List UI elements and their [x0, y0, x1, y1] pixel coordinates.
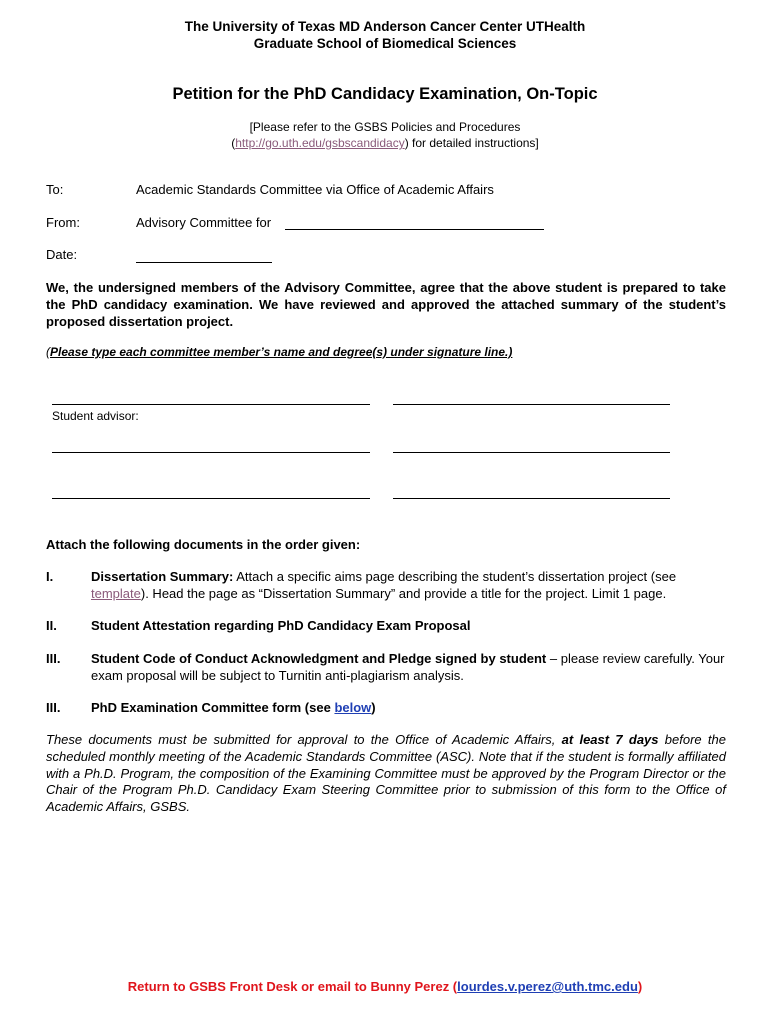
- school-name: Graduate School of Biomedical Sciences: [253, 36, 517, 51]
- agreement-paragraph: We, the undersigned members of the Advisory Committee, agree that the above student is prepared to take the PhD candidacy examination. We have reviewed and approved the attached summary of the student’s proposed dissertation project.: [46, 280, 726, 329]
- student-advisor-label: Student advisor:: [52, 409, 139, 423]
- student-name-field[interactable]: [285, 229, 544, 230]
- refer-open-paren: (: [231, 136, 236, 150]
- candidacy-policy-link[interactable]: http://go.uth.edu/gsbscandidacy: [235, 136, 405, 150]
- item-committee-form: [91, 700, 731, 717]
- item-text-2: ). Head the page as “Dissertation Summary” and provide a title for the project. Limit 1 page.: [140, 585, 667, 601]
- from-label: From:: [46, 215, 80, 230]
- date-field[interactable]: [136, 262, 272, 263]
- attach-heading: Attach the following documents in the order given:: [46, 537, 361, 552]
- to-value: Academic Standards Committee via Office of Academic Affairs: [136, 182, 494, 197]
- signature-line-member-6[interactable]: [393, 498, 670, 499]
- refer-line-2: [0, 136, 770, 150]
- item-text: Attach a specific aims page describing the student’s dissertation project (see: [233, 569, 677, 584]
- submission-note: [46, 732, 726, 816]
- note-part-2: before the scheduled monthly meeting of the Academic Standards Committee (ASC). Note that if the student is formally affiliated with a Ph.D. Program, the composition of the Examining Committee must be approved by the Program Director or the Chair of the Program Ph.D. Candidacy Exam Steering Committee prior to submission of this form to the Office of Academic Affairs, GSBS.: [46, 732, 727, 815]
- signature-line-member-5[interactable]: [52, 498, 370, 499]
- instruction-text: Please type each committee member’s name and degree(s) under signature line.): [50, 345, 513, 359]
- signature-line-advisor[interactable]: [52, 404, 370, 405]
- template-link[interactable]: template: [91, 585, 141, 601]
- note-part-1: These documents must be submitted for approval to the Office of Academic Affairs,: [46, 732, 562, 747]
- item-code-of-conduct: [91, 651, 731, 685]
- item-number: III.: [46, 651, 61, 666]
- item-student-attestation: Student Attestation regarding PhD Candidacy Exam Proposal: [91, 618, 471, 633]
- refer-after-link: ) for detailed instructions]: [404, 136, 539, 150]
- below-link[interactable]: below: [334, 700, 372, 715]
- return-instructions: [0, 979, 770, 994]
- return-close: ): [637, 979, 643, 994]
- from-value: Advisory Committee for: [136, 215, 272, 230]
- signature-line-member-2[interactable]: [393, 404, 670, 405]
- institution-name: The University of Texas MD Anderson Cancer Center UTHealth: [184, 19, 586, 34]
- signature-line-member-3[interactable]: [52, 452, 370, 453]
- note-emphasis: at least 7 days: [561, 732, 659, 747]
- refer-line-1: [Please refer to the GSBS Policies and Procedures: [249, 120, 521, 134]
- item-number: III.: [46, 700, 61, 715]
- item-title: Dissertation Summary:: [91, 569, 234, 584]
- item-text: – please review carefully. Your exam proposal will be subject to Turnitin anti-plagiarism analysis.: [91, 651, 725, 683]
- to-label: To:: [46, 182, 64, 197]
- date-label: Date:: [46, 247, 78, 262]
- signature-line-member-4[interactable]: [393, 452, 670, 453]
- instruction-open-paren: (: [46, 345, 50, 359]
- item-dissertation-summary: [91, 569, 731, 603]
- item-title: Student Code of Conduct Acknowledgment and Pledge signed by student: [91, 651, 547, 666]
- item-number: I.: [46, 569, 54, 584]
- return-text: Return to GSBS Front Desk or email to Bunny Perez (: [127, 979, 458, 994]
- signature-instruction: [46, 345, 512, 359]
- page-title: Petition for the PhD Candidacy Examination, On-Topic: [172, 85, 598, 103]
- item-close: ): [371, 700, 376, 715]
- item-title: PhD Examination Committee form (see: [91, 700, 335, 715]
- item-number: II.: [46, 618, 57, 633]
- contact-email-link[interactable]: lourdes.v.perez@uth.tmc.edu: [457, 979, 638, 994]
